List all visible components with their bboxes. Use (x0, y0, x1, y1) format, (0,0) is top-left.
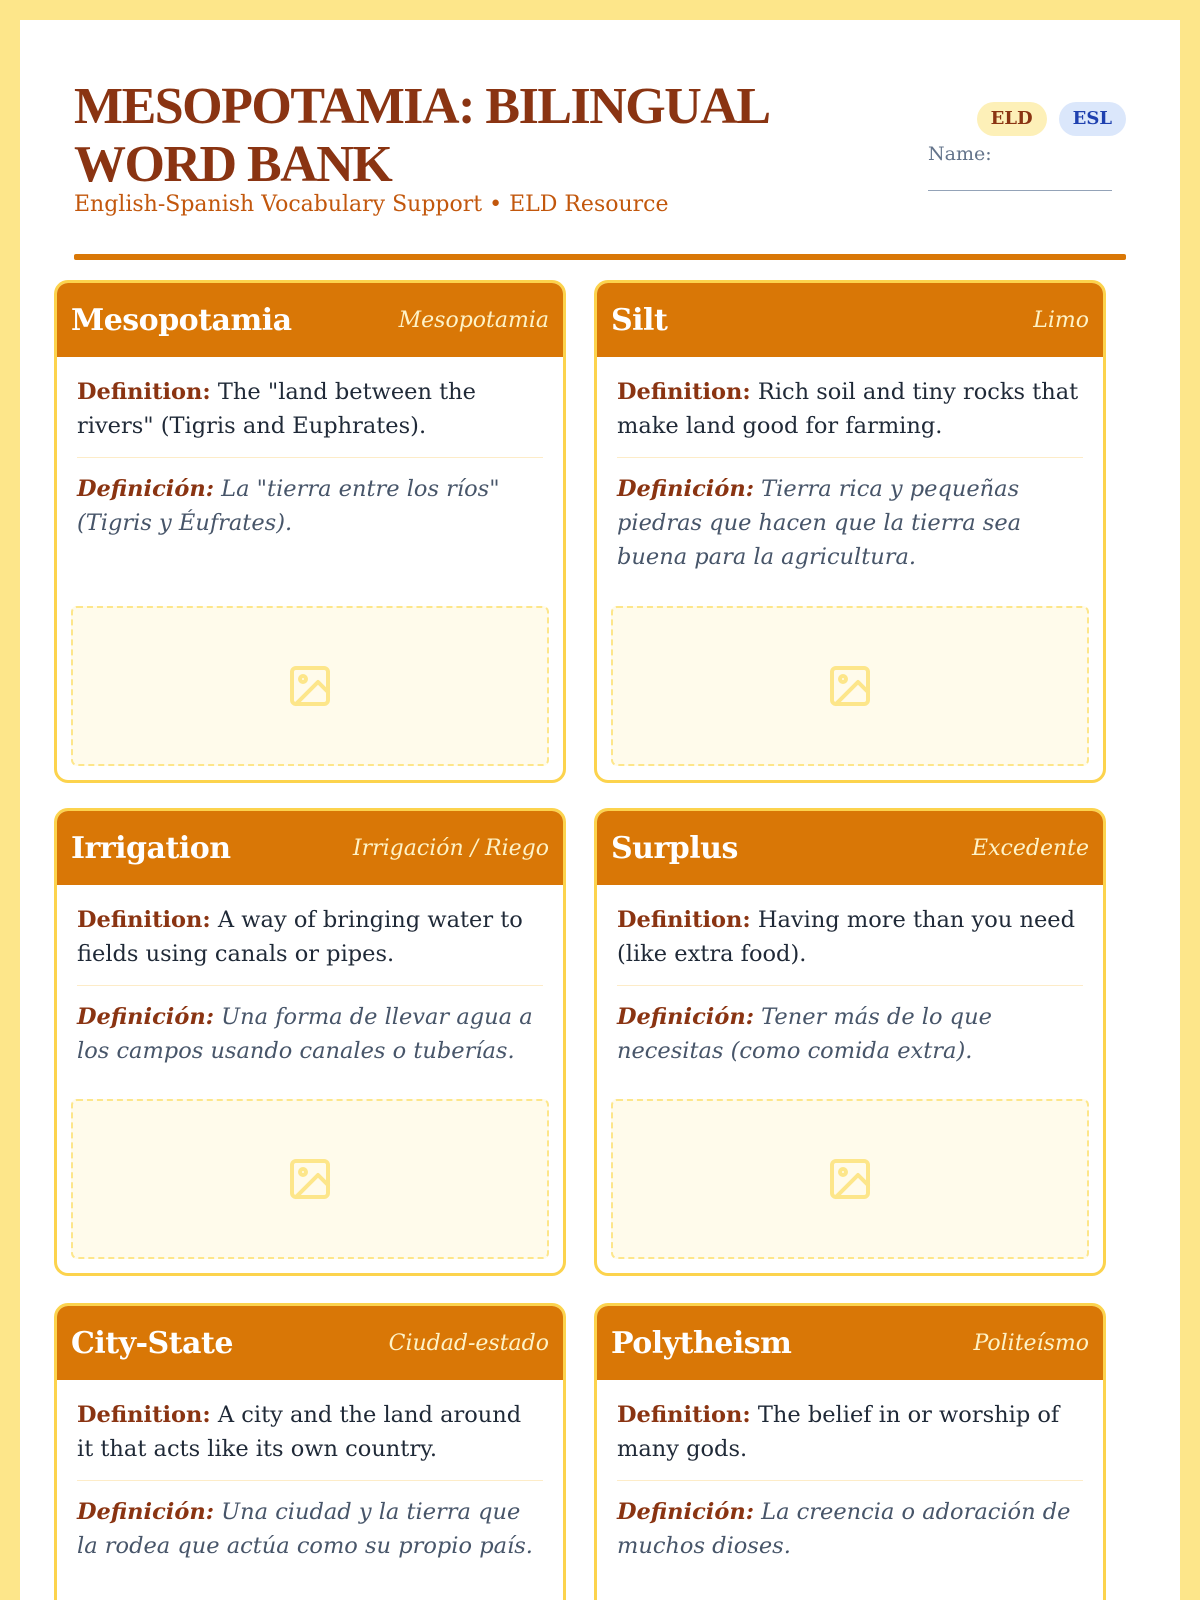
definition-en-text: The "land between the rivers" (Tigris and Euphrates). (77, 379, 476, 439)
term-es: Limo (1033, 307, 1089, 333)
definition-es-text: Una forma de llevar agua a los campos usando canales o tuberías. (77, 1004, 533, 1064)
vocab-card-mesopotamia (54, 280, 566, 783)
definition-es-text: Una ciudad y la tierra que la rodea que actúa como su propio país. (77, 1499, 533, 1559)
definition-en-text: Rich soil and tiny rocks that make land good for farming. (617, 379, 1079, 439)
term-en: Surplus (611, 830, 738, 866)
definition-es (617, 1481, 1083, 1563)
definition-es-label: Definición: (77, 1004, 215, 1030)
definition-en (617, 903, 1083, 986)
image-placeholder[interactable] (71, 1099, 549, 1259)
vocab-card-polytheism (594, 1303, 1106, 1600)
term-es: Politeísmo (973, 1330, 1089, 1356)
definition-es (77, 1481, 543, 1563)
definition-en (617, 375, 1083, 458)
card-header (597, 283, 1103, 357)
definition-es (77, 986, 543, 1068)
term-en: City-State (71, 1325, 233, 1361)
definition-es-label: Definición: (617, 1004, 755, 1030)
image-placeholder[interactable] (611, 606, 1089, 766)
image-icon (286, 662, 334, 710)
definition-en-label: Definition: (617, 1402, 751, 1428)
badge-group (977, 102, 1126, 136)
term-es: Excedente (972, 835, 1089, 861)
header (74, 20, 1126, 262)
definition-en (77, 375, 543, 458)
card-header (57, 1306, 563, 1380)
definition-en-text: The belief in or worship of many gods. (617, 1402, 1060, 1462)
image-icon (826, 1155, 874, 1203)
card-header (597, 811, 1103, 885)
definition-es (617, 458, 1083, 574)
card-header (597, 1306, 1103, 1380)
card-header (57, 811, 563, 885)
page-subtitle: English-Spanish Vocabulary Support • ELD Resource (74, 192, 669, 217)
definition-es-text: La creencia o adoración de muchos dioses. (617, 1499, 1071, 1559)
term-es: Mesopotamia (398, 307, 549, 333)
definition-en-text: Having more than you need (like extra food). (617, 907, 1075, 967)
definition-es (77, 458, 543, 540)
card-header (57, 283, 563, 357)
image-icon (826, 662, 874, 710)
definition-es-text: Tierra rica y pequeñas piedras que hacen que la tierra sea buena para la agricultura. (617, 476, 1022, 570)
eld-badge: ELD (977, 102, 1047, 136)
name-label: Name: (928, 143, 992, 165)
vocab-card-city-state (54, 1303, 566, 1600)
definition-en-label: Definition: (77, 1402, 211, 1428)
term-es: Irrigación / Riego (352, 835, 549, 861)
term-en: Irrigation (71, 830, 231, 866)
image-placeholder[interactable] (611, 1099, 1089, 1259)
term-en: Mesopotamia (71, 302, 292, 338)
term-es: Ciudad-estado (388, 1330, 549, 1356)
definition-es-label: Definición: (77, 476, 215, 502)
definition-es-label: Definición: (617, 1499, 755, 1525)
vocab-card-silt (594, 280, 1106, 783)
vocab-card-irrigation (54, 808, 566, 1276)
vocab-card-surplus (594, 808, 1106, 1276)
term-en: Silt (611, 302, 668, 338)
definition-es-text: La "tierra entre los ríos" (Tigris y Éufrates). (77, 476, 500, 536)
definition-es-label: Definición: (617, 476, 755, 502)
image-icon (286, 1155, 334, 1203)
definition-en (617, 1398, 1083, 1481)
image-placeholder[interactable] (71, 606, 549, 766)
definition-en (77, 1398, 543, 1481)
name-field[interactable] (928, 190, 1112, 191)
definition-es-text: Tener más de lo que necesitas (como comida extra). (617, 1004, 992, 1064)
definition-es (617, 986, 1083, 1068)
definition-en-text: A way of bringing water to fields using canals or pipes. (77, 907, 523, 967)
page-title: MESOPOTAMIA: BILINGUAL WORD BANK (74, 78, 767, 193)
esl-badge: ESL (1059, 102, 1126, 136)
definition-en-label: Definition: (77, 379, 211, 405)
definition-en (77, 903, 543, 986)
definition-en-label: Definition: (77, 907, 211, 933)
header-divider (74, 254, 1126, 260)
term-en: Polytheism (611, 1325, 792, 1361)
definition-en-text: A city and the land around it that acts like its own country. (77, 1402, 522, 1462)
definition-en-label: Definition: (617, 379, 751, 405)
definition-es-label: Definición: (77, 1499, 215, 1525)
definition-en-label: Definition: (617, 907, 751, 933)
